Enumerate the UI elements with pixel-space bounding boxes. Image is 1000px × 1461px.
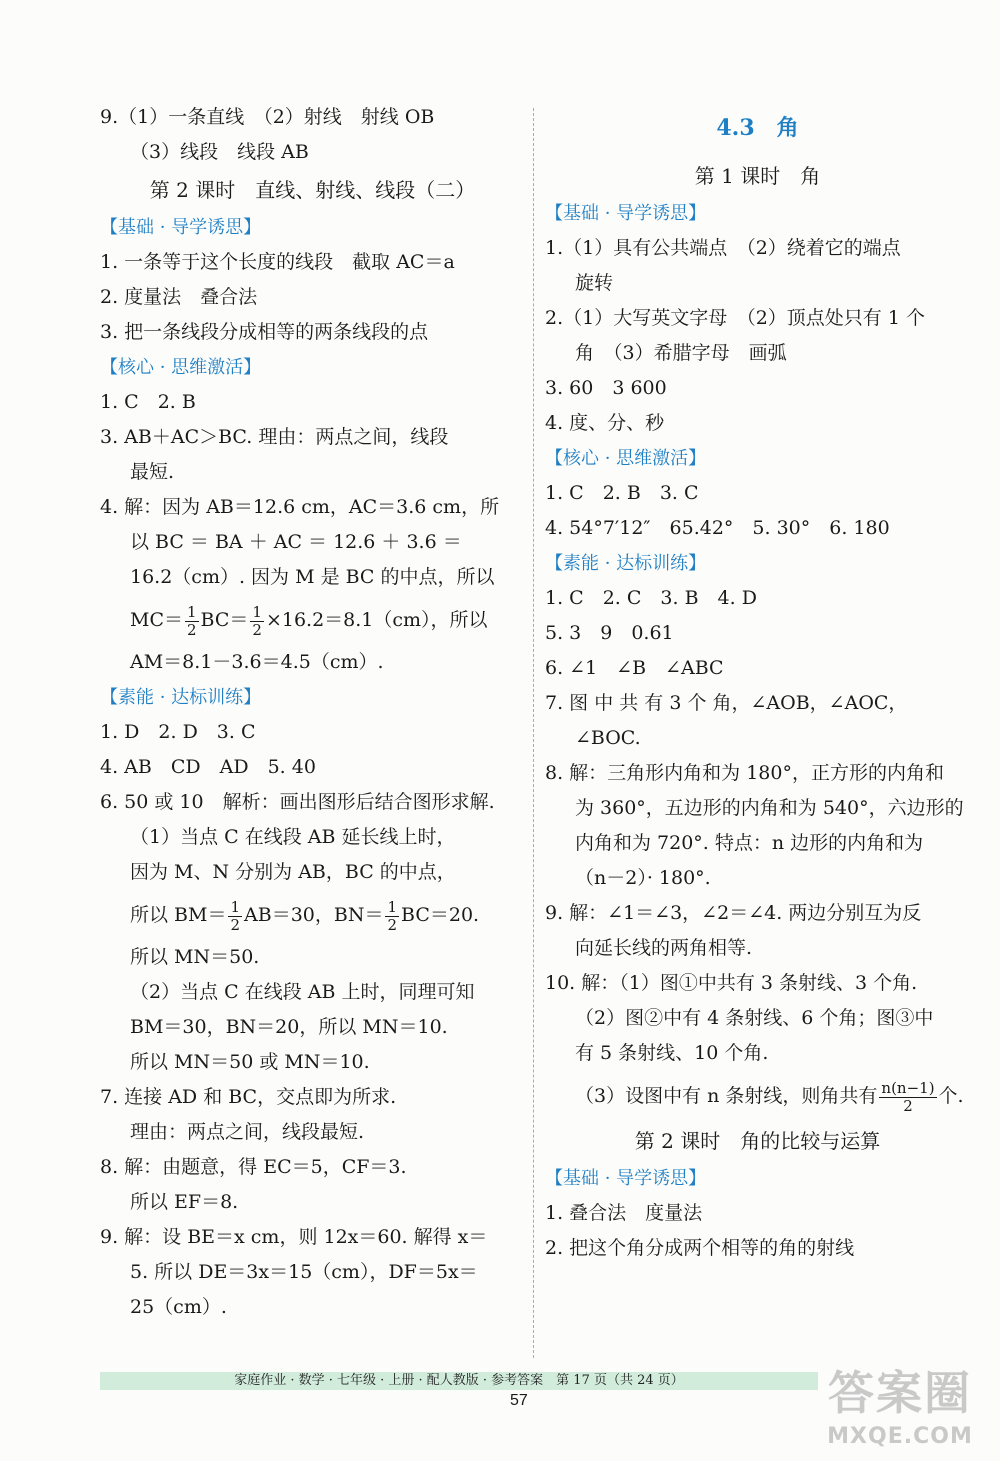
section-tag: 【基础 · 导学诱思】 <box>545 1168 707 1189</box>
answer-line: 7. 图 中 共 有 3 个 角，∠AOB，∠AOC， <box>545 692 908 714</box>
answer-line: 2. 度量法 叠合法 <box>100 286 258 308</box>
fraction-numerator: 1 <box>387 897 398 916</box>
fraction-numerator: 1 <box>230 897 241 916</box>
section-tag: 【基础 · 导学诱思】 <box>545 203 707 224</box>
fraction-line <box>100 890 525 940</box>
lesson-title: 第 1 课时 角 <box>694 164 821 188</box>
answer-line: AM＝8.1－3.6＝4.5（cm）. <box>130 651 384 673</box>
text-segment: 个. <box>938 1085 964 1107</box>
answer-line: 1.（1）具有公共端点 （2）绕着它的端点 <box>545 237 901 259</box>
fraction <box>250 604 264 639</box>
answer-line: BM＝30，BN＝20，所以 MN＝10. <box>130 1016 448 1038</box>
answer-line: 8. 解：由题意，得 EC＝5，CF＝3. <box>100 1156 407 1178</box>
fraction-numerator: n(n−1) <box>881 1078 935 1097</box>
answer-line: 因为 M、N 分别为 AB，BC 的中点， <box>130 861 456 883</box>
column-divider <box>533 108 534 1358</box>
answer-line: 3. 60 3 600 <box>545 377 667 399</box>
answer-line: （1）当点 C 在线段 AB 延长线上时， <box>130 826 456 848</box>
answer-line: 所以 EF＝8. <box>130 1191 239 1213</box>
answer-line: 10. 解：（1）图①中共有 3 条射线、3 个角. <box>545 972 918 994</box>
answer-line: 理由：两点之间，线段最短. <box>130 1121 365 1143</box>
answer-line: 1. C 2. C 3. B 4. D <box>545 587 757 609</box>
section-tag: 【核心 · 思维激活】 <box>545 448 707 469</box>
answer-line: 6. ∠1 ∠B ∠ABC <box>545 657 724 679</box>
text-segment: BC＝ <box>200 609 249 631</box>
answer-line: 1. C 2. B <box>100 391 196 413</box>
answer-line: 为 360°，五边形的内角和为 540°，六边形的 <box>575 797 964 819</box>
answer-line: 3. 把一条线段分成相等的两条线段的点 <box>100 321 429 343</box>
section-tag: 【素能 · 达标训练】 <box>545 553 707 574</box>
fraction-line <box>545 1071 970 1121</box>
text-segment: MC＝ <box>130 609 183 631</box>
answer-line: 角 （3）希腊字母 画弧 <box>575 342 787 364</box>
answer-line: 所以 MN＝50 或 MN＝10. <box>130 1051 370 1073</box>
answer-line: （n－2）· 180°. <box>575 867 711 889</box>
text-segment: ×16.2＝8.1（cm），所以 <box>265 609 488 631</box>
fraction <box>185 604 199 639</box>
fraction-denominator: 2 <box>230 915 241 934</box>
answer-line: 4. 解：因为 AB＝12.6 cm，AC＝3.6 cm，所 <box>100 496 500 518</box>
answer-line: 2.（1）大写英文字母 （2）顶点处只有 1 个 <box>545 307 925 329</box>
answer-line: （3）线段 线段 AB <box>130 141 309 163</box>
answer-line: 25（cm）. <box>130 1296 227 1318</box>
section-tag: 【素能 · 达标训练】 <box>100 687 262 708</box>
left-column <box>100 100 525 1325</box>
section-tag: 【核心 · 思维激活】 <box>100 357 262 378</box>
right-column <box>545 100 970 1266</box>
answer-line: 9. 解：设 BE＝x cm，则 12x＝60. 解得 x＝ <box>100 1226 488 1248</box>
answer-line: （2）图②中有 4 条射线、6 个角；图③中 <box>575 1007 934 1029</box>
answer-line: 4. 度、分、秒 <box>545 412 665 434</box>
answer-line: 1. 一条等于这个长度的线段 截取 AC＝a <box>100 251 455 273</box>
answer-line: 1. C 2. B 3. C <box>545 482 699 504</box>
answer-line: 向延长线的两角相等. <box>575 937 753 959</box>
answer-line: 3. AB＋AC＞BC. 理由：两点之间，线段 <box>100 426 449 448</box>
answer-line: ∠BOC. <box>575 727 641 749</box>
lesson-title: 第 2 课时 角的比较与运算 <box>634 1129 881 1153</box>
watermark-logo <box>825 1362 975 1452</box>
answer-line: 1. 叠合法 度量法 <box>545 1202 703 1224</box>
answer-line: 5. 3 9 0.61 <box>545 622 674 644</box>
answer-line: 4. 54°7′12″ 65.42° 5. 30° 6. 180 <box>545 517 890 539</box>
fraction <box>879 1080 936 1115</box>
answer-line: 6. 50 或 10 解析：画出图形后结合图形求解. <box>100 791 495 813</box>
watermark-text: 答案圈 <box>828 1366 972 1420</box>
answer-line: 4. AB CD AD 5. 40 <box>100 756 316 778</box>
text-segment: AB＝30，BN＝ <box>244 904 384 926</box>
watermark-url: MXQE.COM <box>827 1424 973 1449</box>
answer-line: 5. 所以 DE＝3x＝15（cm），DF＝5x＝ <box>130 1261 478 1283</box>
fraction-denominator: 2 <box>252 620 262 639</box>
fraction-numerator: 1 <box>252 602 262 621</box>
fraction-denominator: 2 <box>187 620 197 639</box>
section-title: 4.3 角 <box>716 115 799 141</box>
answer-line: 有 5 条射线、10 个角. <box>575 1042 769 1064</box>
lesson-title: 第 2 课时 直线、射线、线段（二） <box>149 178 476 202</box>
answer-line: 8. 解：三角形内角和为 180°，正方形的内角和 <box>545 762 944 784</box>
answer-line: 所以 MN＝50. <box>130 946 260 968</box>
fraction-numerator: 1 <box>187 602 197 621</box>
answer-line: 1. D 2. D 3. C <box>100 721 256 743</box>
page-footer: 家庭作业 · 数学 · 七年级 · 上册 · 配人教版 · 参考答案 第 17 页（共 24 页） <box>100 1372 818 1390</box>
answer-line: 最短. <box>130 461 175 483</box>
section-tag: 【基础 · 导学诱思】 <box>100 217 262 238</box>
answer-line: 16.2（cm）. 因为 M 是 BC 的中点，所以 <box>130 566 495 588</box>
page-number: 57 <box>510 1392 528 1409</box>
answer-line: 7. 连接 AD 和 BC，交点即为所求. <box>100 1086 397 1108</box>
fraction <box>385 899 399 934</box>
text-segment: （3）设图中有 n 条射线，则角共有 <box>575 1085 878 1107</box>
fraction-denominator: 2 <box>387 915 398 934</box>
text-segment: BC＝20. <box>401 904 480 926</box>
answer-line: 9. 解：∠1＝∠3，∠2＝∠4. 两边分别互为反 <box>545 902 922 924</box>
answer-line: 9.（1）一条直线 （2）射线 射线 OB <box>100 106 435 128</box>
fraction <box>228 899 242 934</box>
fraction-denominator: 2 <box>903 1096 913 1115</box>
answer-line: 旋转 <box>575 272 614 294</box>
text-segment: 所以 BM＝ <box>130 904 227 926</box>
answer-line: 2. 把这个角分成两个相等的角的射线 <box>545 1237 855 1259</box>
answer-line: （2）当点 C 在线段 AB 上时，同理可知 <box>130 981 475 1003</box>
answer-line: 以 BC ＝ BA ＋ AC ＝ 12.6 ＋ 3.6 ＝ <box>130 531 462 553</box>
answer-line: 内角和为 720°. 特点：n 边形的内角和为 <box>575 832 924 854</box>
fraction-line <box>100 595 525 645</box>
